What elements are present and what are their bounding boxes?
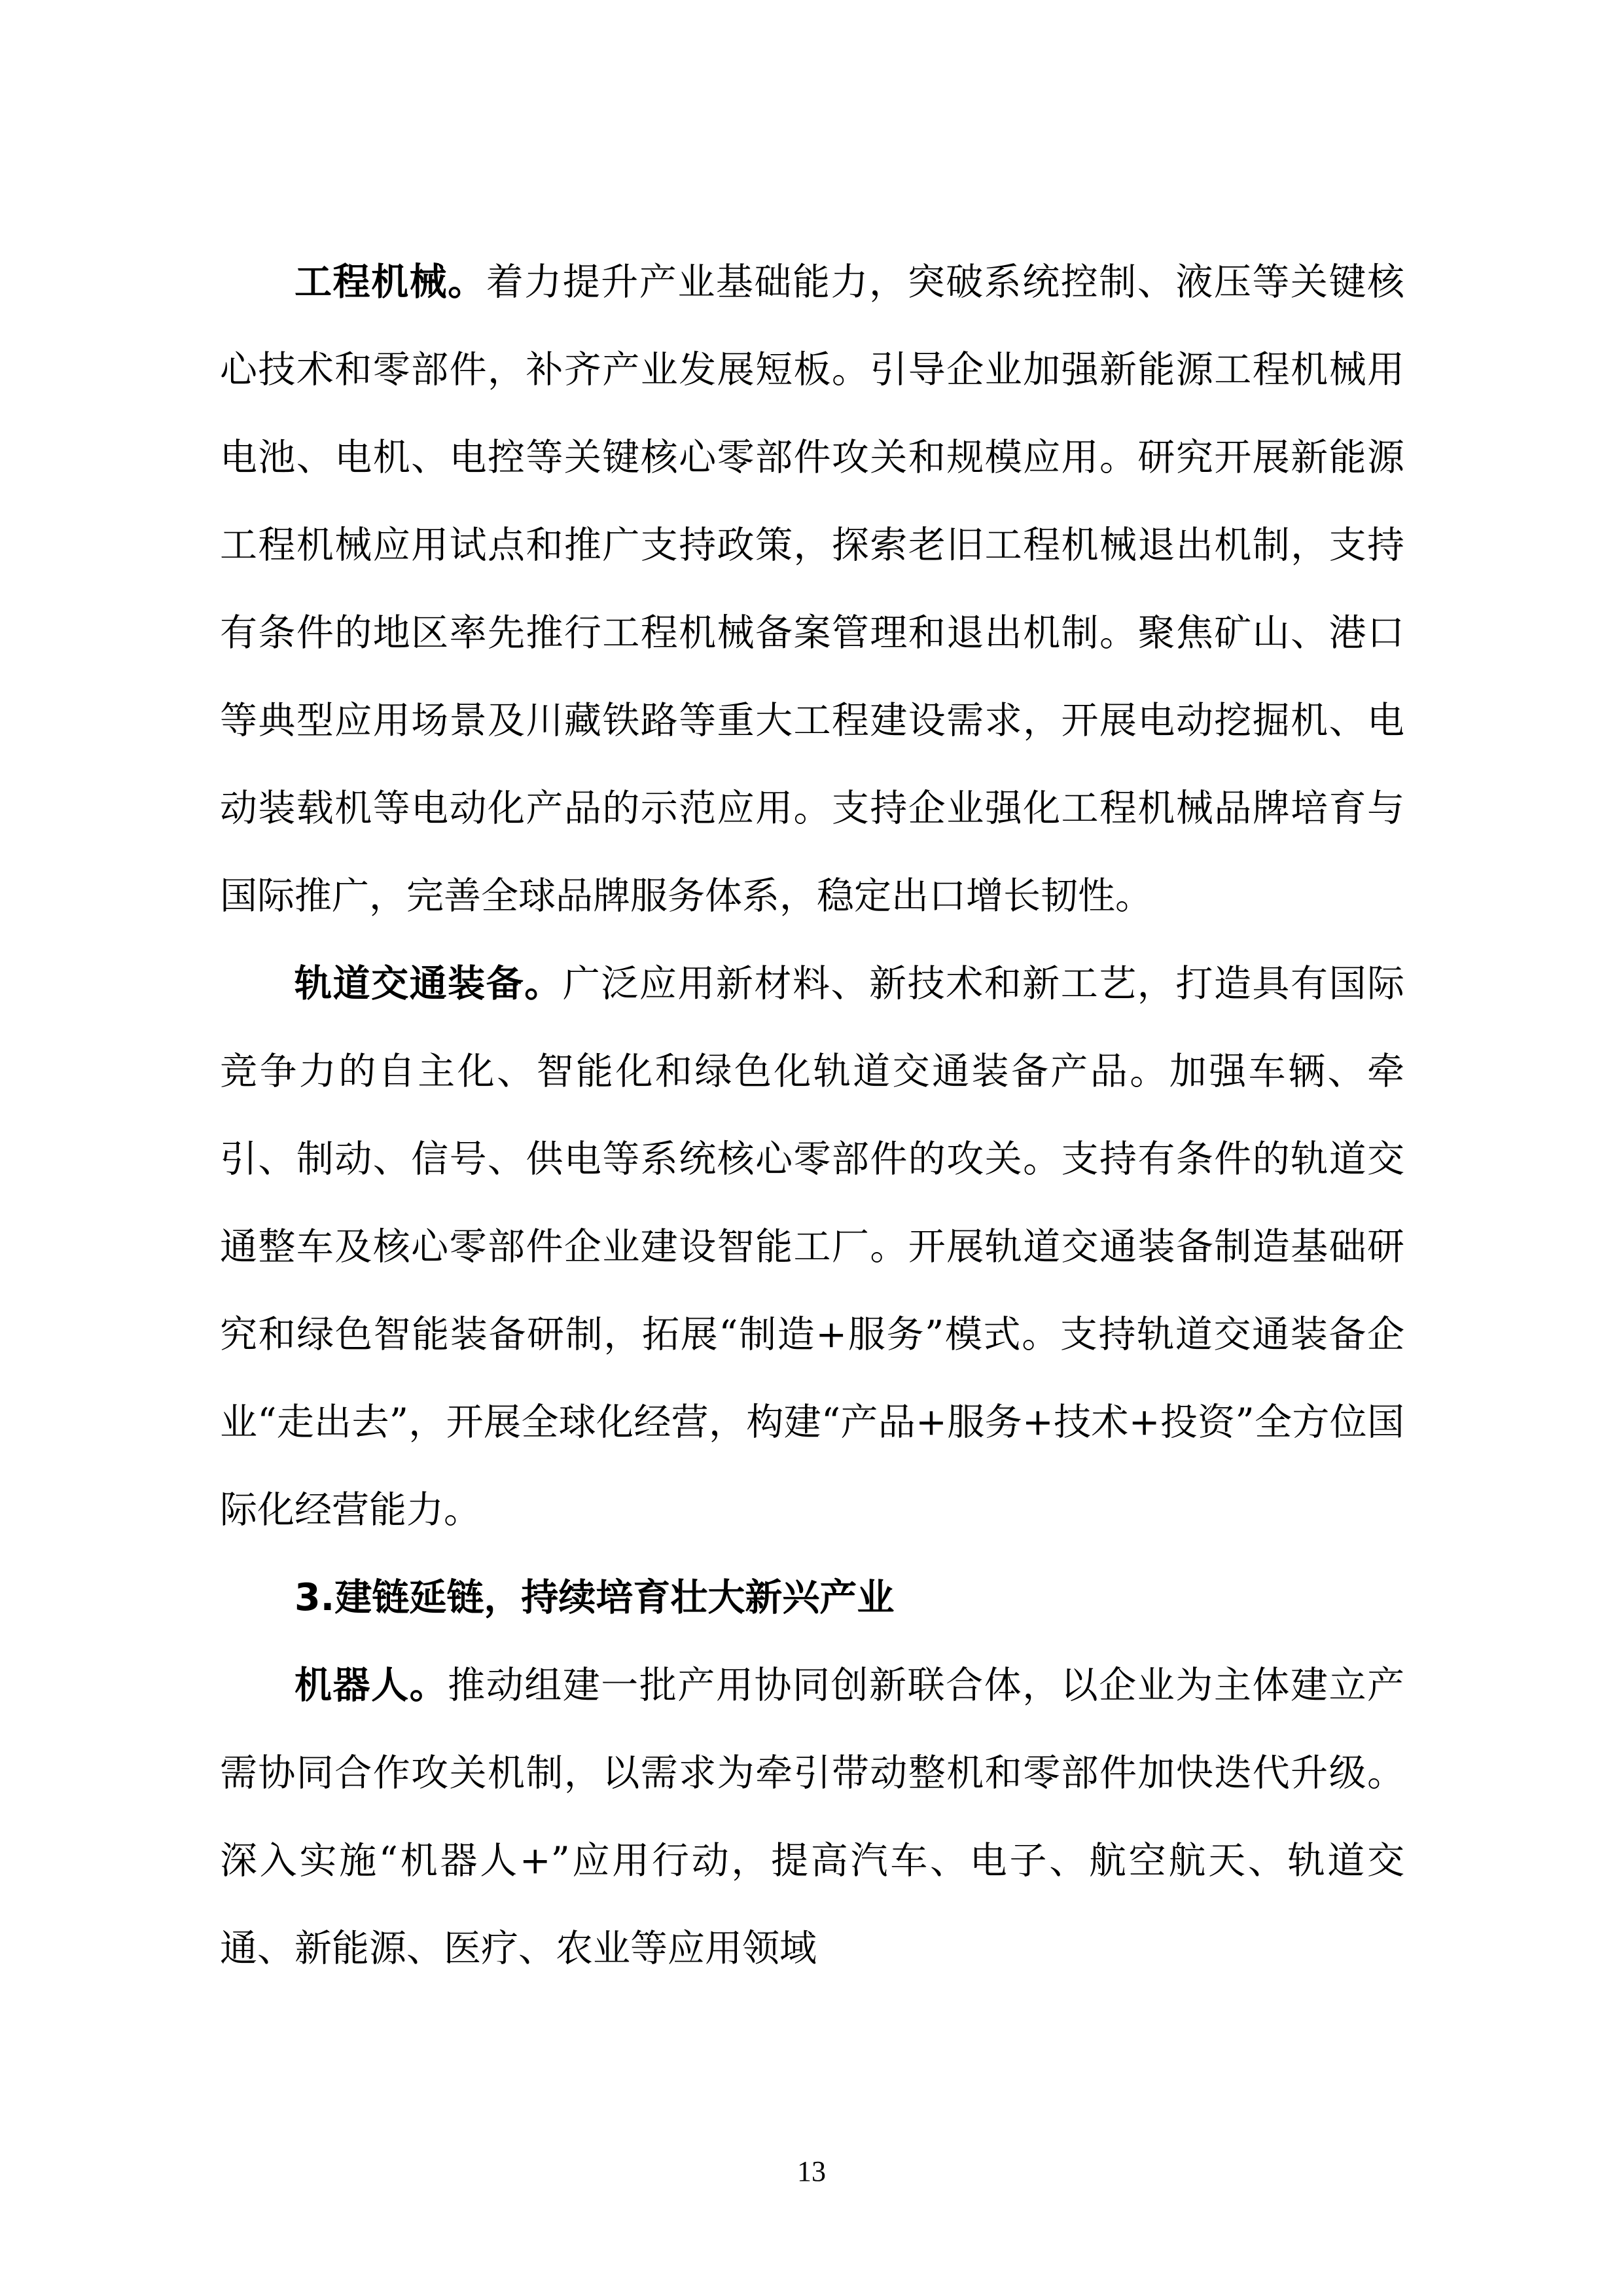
paragraph-lead: 工程机械。 bbox=[294, 260, 486, 304]
paragraph-text: 推动组建一批产用协同创新联合体，以企业为主体建立产需协同合作攻关机制，以需求为牵引带动整机和零部件加快迭代升级。深入实施“机器人+”应用行动，提高汽车、电子、航空航天、轨道交通、新能源、医疗、农业等应用领域 bbox=[220, 1664, 1405, 1970]
section-heading: 3.建链延链，持续培育壮大新兴产业 bbox=[294, 1576, 895, 1619]
paragraph-rail-transit-equipment bbox=[220, 940, 1404, 1554]
document-body bbox=[220, 238, 1404, 1992]
paragraph-text: 着力提升产业基础能力，突破系统控制、液压等关键核心技术和零部件，补齐产业发展短板。引导企业加强新能源工程机械用电池、电机、电控等关键核心零部件攻关和规模应用。研究开展新能源工程机械应用试点和推广支持政策，探索老旧工程机械退出机制，支持有条件的地区率先推行工程机械备案管理和退出机制。聚焦矿山、港口等典型应用场景及川藏铁路等重大工程建设需求，开展电动挖掘机、电动装载机等电动化产品的示范应用。支持企业强化工程机械品牌培育与国际推广，完善全球品牌服务体系，稳定出口增长韧性。 bbox=[220, 260, 1405, 918]
paragraph-text: 广泛应用新材料、新技术和新工艺，打造具有国际竞争力的自主化、智能化和绿色化轨道交通装备产品。加强车辆、牵引、制动、信号、供电等系统核心零部件的攻关。支持有条件的轨道交通整车及核心零部件企业建设智能工厂。开展轨道交通装备制造基础研究和绿色智能装备研制，拓展“制造+服务”模式。支持轨道交通装备企业“走出去”，开展全球化经营，构建“产品+服务+技术+投资”全方位国际化经营能力。 bbox=[220, 962, 1404, 1532]
paragraph-lead: 轨道交通装备。 bbox=[294, 962, 563, 1005]
paragraph-lead: 机器人。 bbox=[294, 1664, 448, 1707]
paragraph-engineering-machinery bbox=[220, 238, 1404, 940]
paragraph-robots bbox=[220, 1641, 1404, 1992]
page-number: 13 bbox=[797, 2155, 826, 2187]
